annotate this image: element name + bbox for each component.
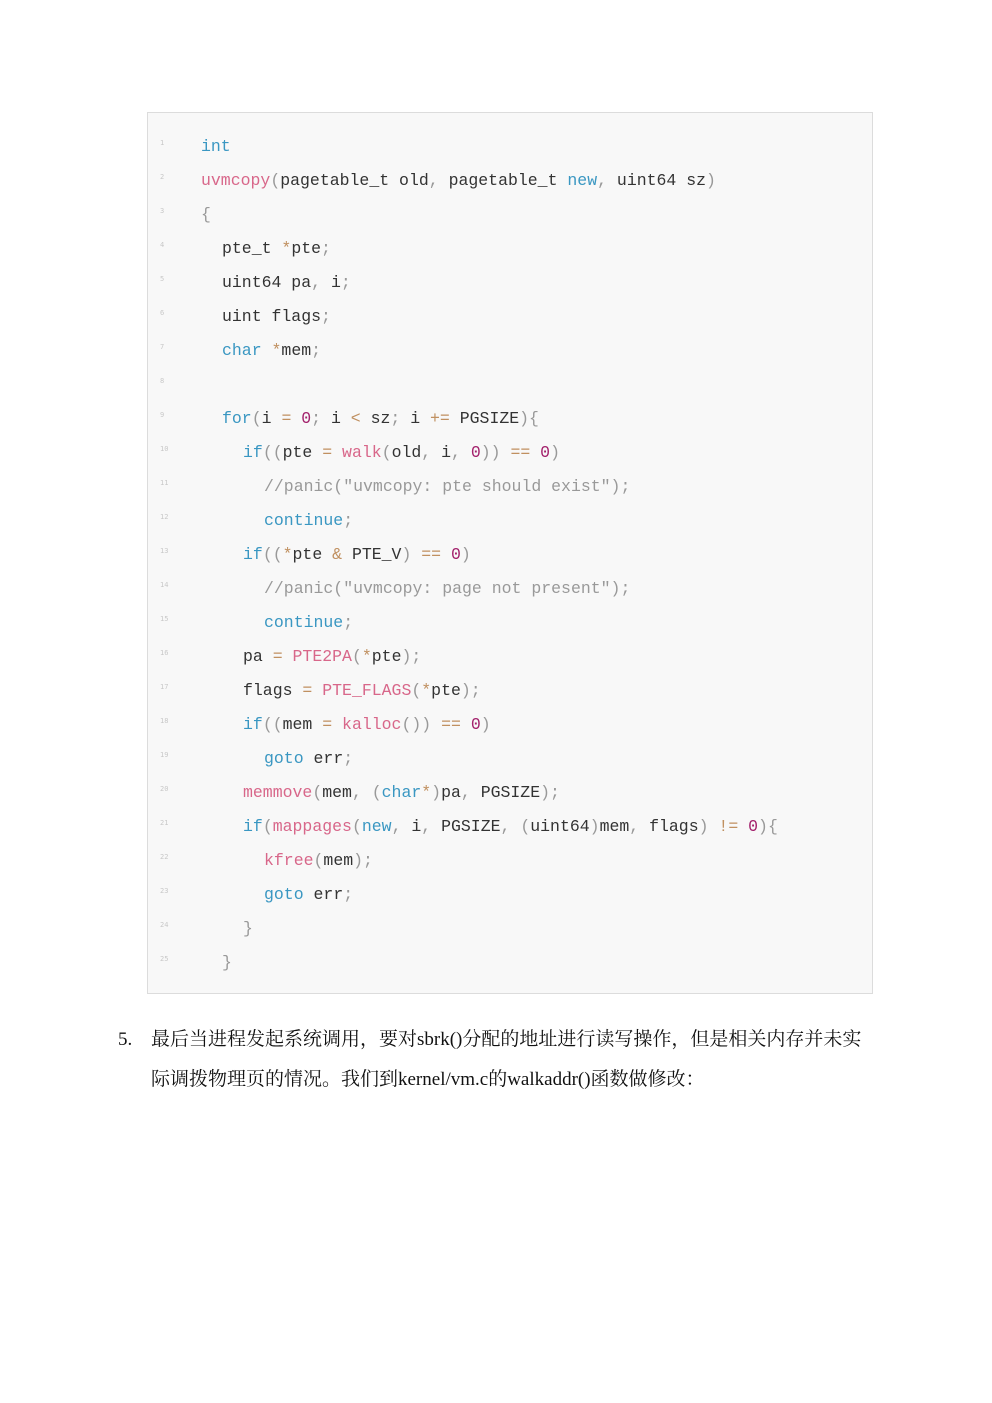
- list-number: 5.: [118, 1029, 133, 1050]
- code-line: [148, 341, 872, 385]
- code-text: goto err;: [264, 749, 354, 768]
- code-text: if((*pte & PTE_V) == 0): [243, 545, 471, 564]
- code-line: [148, 715, 872, 759]
- code-line: [148, 817, 872, 861]
- code-block: [147, 112, 873, 994]
- line-number: 10: [160, 445, 169, 453]
- line-number: 20: [160, 785, 169, 793]
- code-text: char *mem;: [222, 341, 322, 360]
- code-text: uvmcopy(pagetable_t old, pagetable_t new, uint64 sz): [201, 171, 716, 190]
- code-line: [148, 953, 872, 997]
- code-text: kfree(mem);: [264, 851, 373, 870]
- code-text: }: [222, 953, 232, 972]
- line-number: 9: [160, 411, 165, 419]
- line-number: 24: [160, 921, 169, 929]
- line-number: 21: [160, 819, 169, 827]
- code-line: [148, 919, 872, 963]
- code-text: //panic("uvmcopy: page not present");: [264, 579, 631, 598]
- code-line: [148, 171, 872, 215]
- code-line: [148, 579, 872, 623]
- line-number: 22: [160, 853, 169, 861]
- line-number: 18: [160, 717, 169, 725]
- code-text: continue;: [264, 613, 354, 632]
- line-number: 16: [160, 649, 169, 657]
- line-number: 13: [160, 547, 169, 555]
- line-number: 8: [160, 377, 165, 385]
- line-number: 5: [160, 275, 165, 283]
- code-text: continue;: [264, 511, 354, 530]
- line-number: 2: [160, 173, 165, 181]
- line-number: 25: [160, 955, 169, 963]
- code-text: pa = PTE2PA(*pte);: [243, 647, 422, 666]
- line-number: 7: [160, 343, 165, 351]
- line-number: 4: [160, 241, 165, 249]
- code-line: [148, 885, 872, 929]
- line-number: 19: [160, 751, 169, 759]
- line-number: 3: [160, 207, 165, 215]
- code-text: memmove(mem, (char*)pa, PGSIZE);: [243, 783, 560, 802]
- code-text: if((mem = kalloc()) == 0): [243, 715, 491, 734]
- code-line: [148, 477, 872, 521]
- code-text: if((pte = walk(old, i, 0)) == 0): [243, 443, 560, 462]
- line-number: 23: [160, 887, 169, 895]
- line-number: 17: [160, 683, 169, 691]
- line-number: 15: [160, 615, 169, 623]
- paragraph-text: 最后当进程发起系统调用，要对sbrk()分配的地址进行读写操作，但是相关内存并未实际调拨物理页的情况。我们到kernel/vm.c的walkaddr()函数做修改：: [151, 1029, 862, 1090]
- line-number: 11: [160, 479, 169, 487]
- code-text: flags = PTE_FLAGS(*pte);: [243, 681, 481, 700]
- code-text: {: [201, 205, 211, 224]
- code-text: pte_t *pte;: [222, 239, 331, 258]
- code-text: uint64 pa, i;: [222, 273, 351, 292]
- code-text: for(i = 0; i < sz; i += PGSIZE){: [222, 409, 539, 428]
- code-line: [148, 851, 872, 895]
- code-text: //panic("uvmcopy: pte should exist");: [264, 477, 631, 496]
- line-number: 6: [160, 309, 165, 317]
- code-text: goto err;: [264, 885, 354, 904]
- code-text: int: [201, 137, 231, 156]
- line-number: 1: [160, 139, 165, 147]
- line-number: 12: [160, 513, 169, 521]
- code-text: if(mappages(new, i, PGSIZE, (uint64)mem, flags) != 0){: [243, 817, 778, 836]
- code-text: }: [243, 919, 253, 938]
- line-number: 14: [160, 581, 169, 589]
- code-text: uint flags;: [222, 307, 331, 326]
